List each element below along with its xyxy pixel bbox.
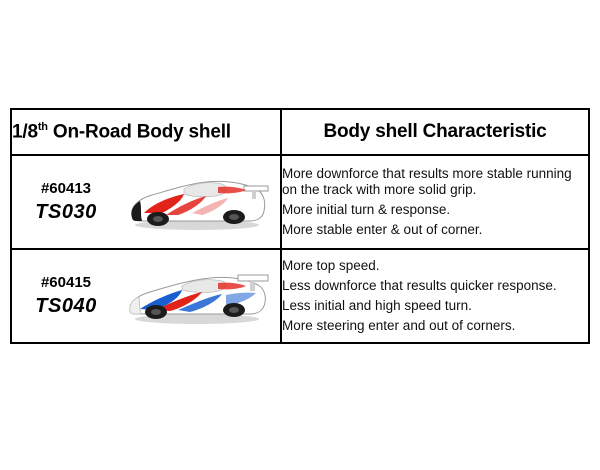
- header-cell-bodyshell: [11, 109, 281, 155]
- product-inner-60415: [12, 250, 280, 342]
- product-inner-60413: [12, 156, 280, 248]
- product-name: TS040: [35, 294, 97, 317]
- product-text-60413: [18, 180, 114, 223]
- list-item: More downforce that results more stable running on the track with more solid grip.: [282, 166, 572, 198]
- characteristics-list-60413: [282, 166, 588, 238]
- list-item: More steering enter and out of corners.: [282, 317, 516, 333]
- list-item: Less downforce that results quicker response.: [282, 278, 557, 294]
- list-item: Less initial and high speed turn.: [282, 298, 472, 313]
- car-image-holder-60413: [114, 156, 280, 248]
- product-name: TS030: [35, 200, 97, 223]
- characteristics-cell-60415: [281, 249, 589, 343]
- rc-body-shell-blue-icon: [122, 263, 272, 329]
- product-code: #60413: [40, 180, 92, 198]
- characteristics-cell-60413: [281, 155, 589, 249]
- list-item: More stable enter & out of corner.: [282, 221, 483, 237]
- car-image-holder-60415: [114, 250, 280, 342]
- product-code: #60415: [40, 274, 92, 292]
- header-left-prefix: 1/8: [12, 121, 38, 143]
- list-item: More top speed.: [282, 258, 380, 274]
- product-cell-60415: [11, 249, 281, 343]
- characteristics-list-60415: [282, 258, 588, 334]
- spec-table: [10, 108, 590, 344]
- table-header-row: [11, 109, 589, 155]
- table-row: [11, 155, 589, 249]
- product-text-60415: [18, 274, 114, 317]
- header-left-superscript: th: [37, 120, 48, 133]
- table-row: [11, 249, 589, 343]
- list-item: More initial turn & response.: [282, 202, 451, 217]
- header-cell-characteristic: Body shell Characteristic: [281, 109, 589, 155]
- header-left-suffix: On-Road Body shell: [47, 121, 231, 143]
- spec-table-container: [10, 108, 590, 344]
- product-cell-60413: [11, 155, 281, 249]
- rc-body-shell-red-icon: [122, 169, 272, 235]
